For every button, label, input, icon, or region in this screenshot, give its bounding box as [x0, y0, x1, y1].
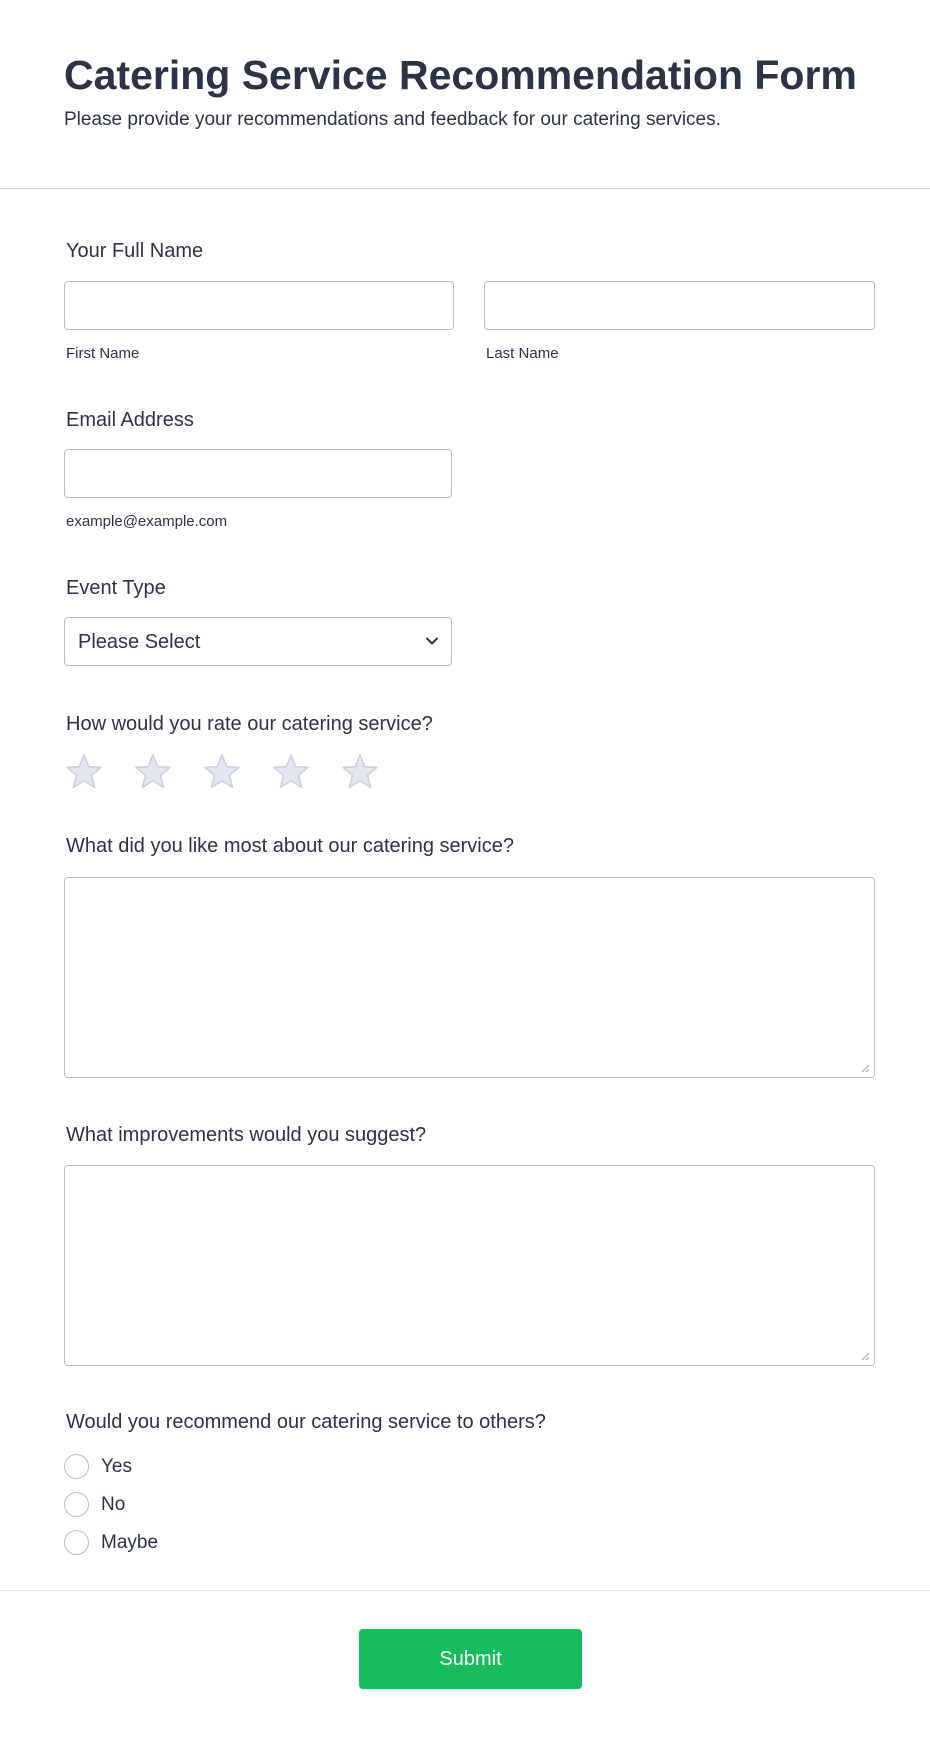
- liked-most-label: What did you like most about our catering service?: [66, 835, 514, 857]
- first-name-input[interactable]: [64, 281, 454, 330]
- email-label: Email Address: [66, 409, 194, 431]
- radio-option-maybe[interactable]: [64, 1530, 184, 1556]
- star-icon-2[interactable]: [133, 752, 173, 792]
- chevron-down-icon: [425, 634, 439, 648]
- submit-button[interactable]: Submit: [359, 1629, 582, 1689]
- email-sublabel: example@example.com: [66, 513, 228, 530]
- last-name-sublabel: Last Name: [486, 345, 559, 362]
- footer-divider: [0, 1590, 930, 1591]
- event-type-label: Event Type: [66, 577, 166, 599]
- resize-handle-icon[interactable]: [861, 1064, 870, 1073]
- radio-label: No: [101, 1494, 126, 1515]
- star-icon-4[interactable]: [271, 752, 311, 792]
- improvements-textarea[interactable]: [64, 1165, 875, 1366]
- improvements-label: What improvements would you suggest?: [66, 1124, 427, 1146]
- radio-button[interactable]: [64, 1530, 89, 1555]
- radio-option-no[interactable]: [64, 1492, 184, 1518]
- event-type-selected-value: Please Select: [78, 631, 201, 653]
- liked-most-textarea[interactable]: [64, 877, 875, 1078]
- star-icon-1[interactable]: [64, 752, 104, 792]
- rating-label: How would you rate our catering service?: [66, 713, 433, 735]
- email-input[interactable]: [64, 449, 452, 498]
- event-type-select[interactable]: [64, 617, 452, 666]
- form-subtitle: Please provide your recommendations and feedback for our catering services.: [64, 109, 721, 130]
- radio-button[interactable]: [64, 1454, 89, 1479]
- first-name-sublabel: First Name: [66, 345, 140, 362]
- radio-option-yes[interactable]: [64, 1454, 184, 1480]
- full-name-label: Your Full Name: [66, 240, 204, 262]
- star-icon-5[interactable]: [340, 752, 380, 792]
- radio-label: Yes: [101, 1456, 132, 1477]
- form-header: [0, 0, 930, 189]
- last-name-input[interactable]: [484, 281, 875, 330]
- recommend-label: Would you recommend our catering service to others?: [66, 1411, 546, 1433]
- resize-handle-icon[interactable]: [861, 1352, 870, 1361]
- radio-button[interactable]: [64, 1492, 89, 1517]
- star-icon-3[interactable]: [202, 752, 242, 792]
- form-title: Catering Service Recommendation Form: [64, 52, 857, 98]
- radio-label: Maybe: [101, 1532, 159, 1553]
